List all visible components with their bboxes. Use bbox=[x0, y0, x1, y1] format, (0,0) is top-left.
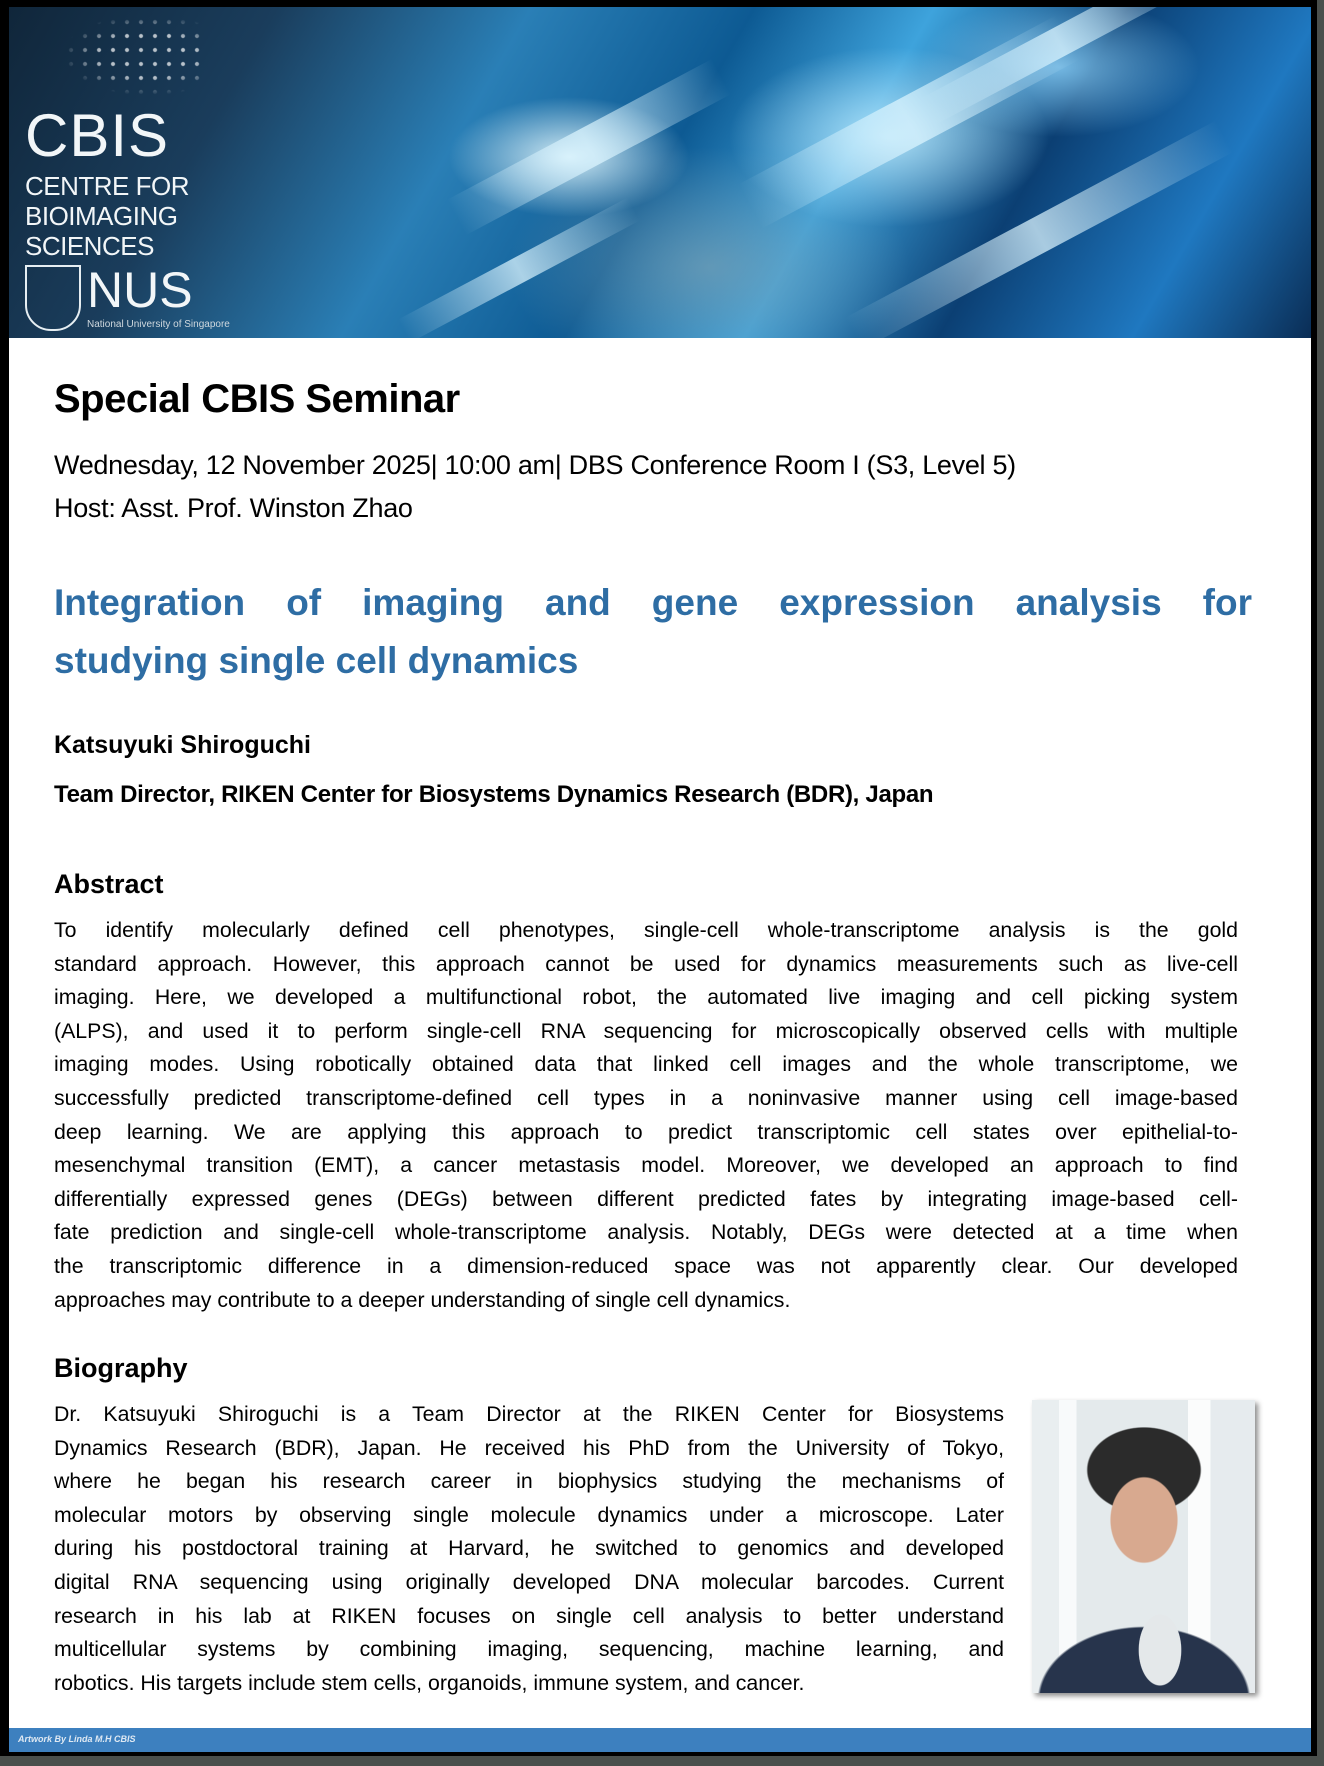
biography-heading: Biography bbox=[54, 1353, 188, 1383]
footer-bar bbox=[9, 1728, 1311, 1752]
event-host: Host: Asst. Prof. Winston Zhao bbox=[54, 493, 413, 523]
event-details: Wednesday, 12 November 2025| 10:00 am| DBS Conference Room I (S3, Level 5) bbox=[54, 450, 1016, 480]
biography-text: Dr. Katsuyuki Shiroguchi is a Team Director at the RIKEN Center for Biosystems Dynamics Research (BDR), Japan. He received his PhD from the University of Tokyo, where he began his research career in biophysics studying the mechanisms of molecular motors by observing single molecule dynamics under a microscope. Later during his postdoctoral training at Harvard, he switched to genomics and developed digital RNA sequencing using originally developed DNA molecular barcodes. Current research in his lab at RIKEN focuses on single cell analysis to better understand multicellular systems by combining imaging, sequencing, machine learning, and robotics. His targets include stem cells, organoids, immune system, and cancer. bbox=[54, 1402, 1004, 1695]
artwork-credit: Artwork By Linda M.H CBIS bbox=[18, 1734, 136, 1744]
speaker-photo bbox=[1032, 1400, 1255, 1693]
event-title: Special CBIS Seminar bbox=[54, 377, 460, 421]
nus-crest-icon bbox=[25, 265, 81, 331]
dot-pattern-graphic bbox=[64, 15, 204, 95]
talk-title: Integration of imaging and gene expression analysis for studying single cell dynamics bbox=[54, 582, 1252, 681]
cbis-logo: CBIS CENTRE FOR BIOIMAGING SCIENCES NUS National University of Singapore bbox=[25, 102, 230, 330]
header-banner bbox=[9, 7, 1311, 338]
abstract-heading: Abstract bbox=[54, 869, 164, 899]
seminar-poster bbox=[9, 7, 1311, 1752]
speaker-affiliation: Team Director, RIKEN Center for Biosystems Dynamics Research (BDR), Japan bbox=[54, 781, 934, 808]
speaker-name: Katsuyuki Shiroguchi bbox=[54, 731, 311, 759]
abstract-text: To identify molecularly defined cell phenotypes, single-cell whole-transcriptome analysis is the gold standard approach. However, this approach cannot be used for dynamics measurements such as live-cell imaging. Here, we developed a multifunctional robot, the automated live imaging and cell picking system (ALPS), and used it to perform single-cell RNA sequencing for microscopically observed cells with multiple imaging modes. Using robotically obtained data that linked cell images and the whole transcriptome, we successfully predicted transcriptome-defined cell types in a noninvasive manner using cell image-based deep learning. We are applying this approach to predict transcriptomic cell states over epithelial-to- mesenchymal transition (EMT), a cancer metastasis model. Moreover, we developed an approach to find differentially expressed genes (DEGs) between different predicted fates by integrating image-based cell- fate prediction and single-cell whole-transcriptome analysis. Notably, DEGs were detected at a time when the transcriptomic difference in a dimension-reduced space was not apparently clear. Our developed approaches may contribute to a deeper understanding of single cell dynamics. bbox=[54, 918, 1238, 1312]
